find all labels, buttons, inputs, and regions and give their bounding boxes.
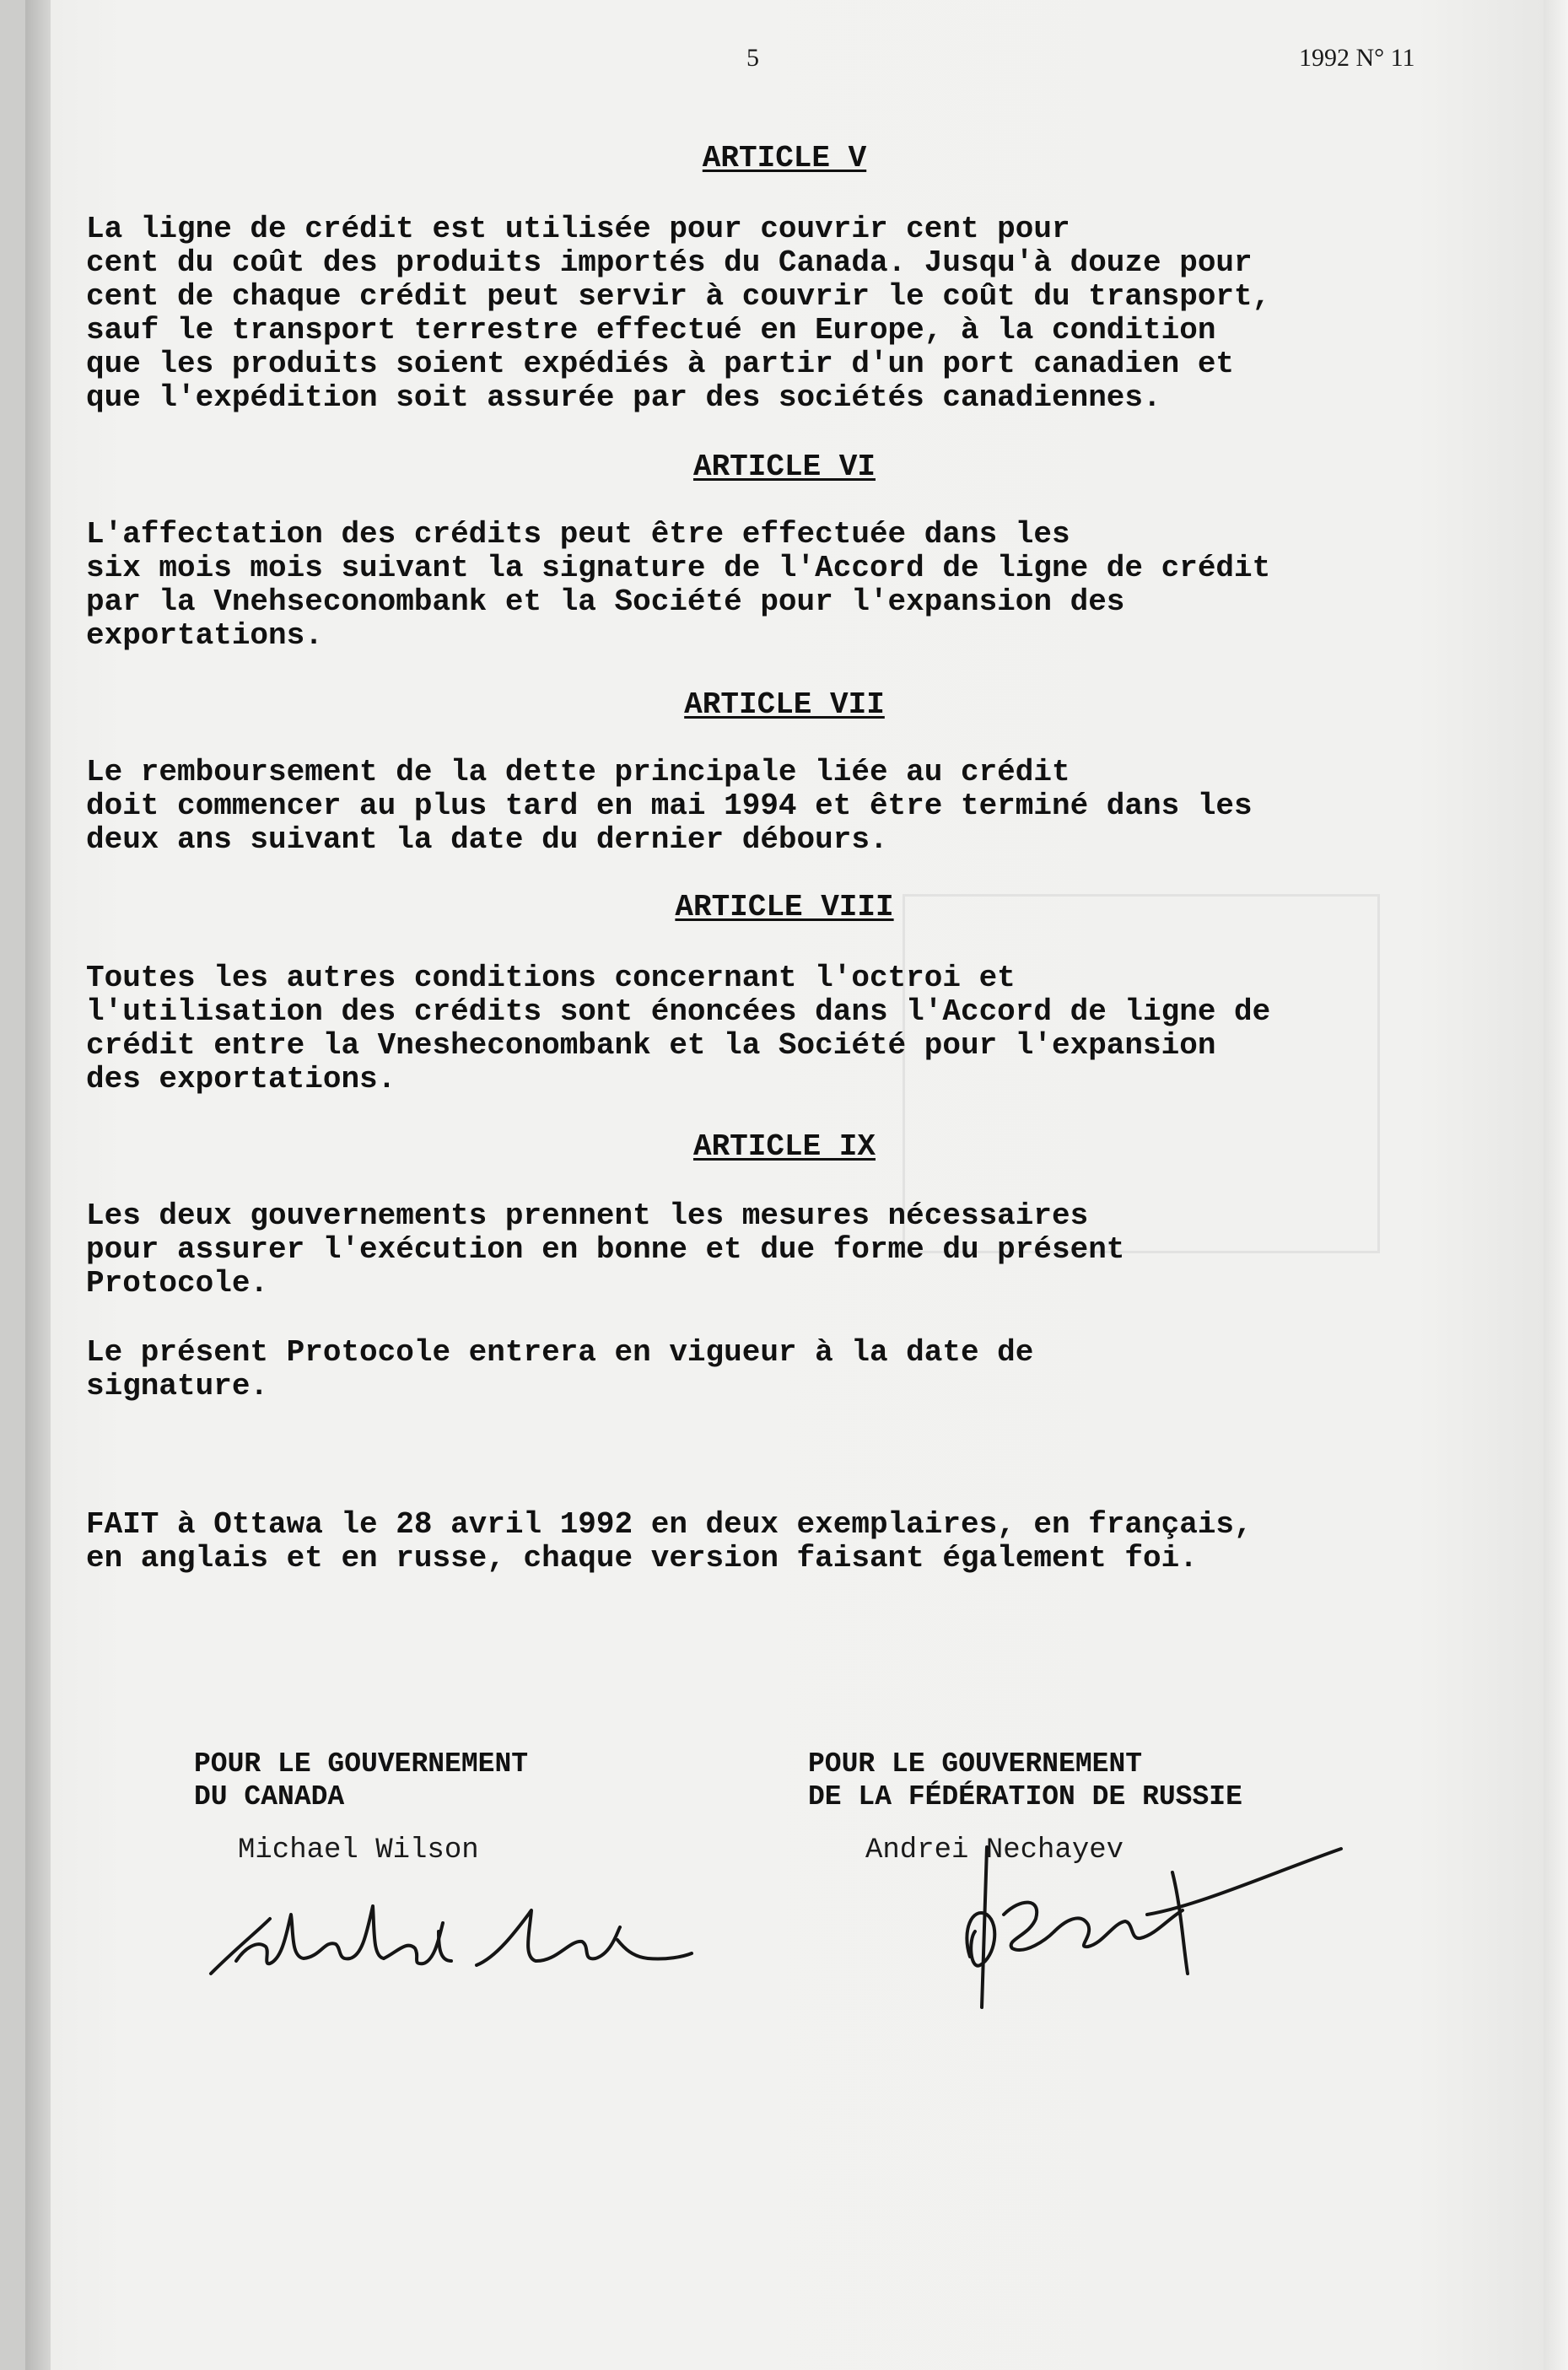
article-vii-paragraph: Le remboursement de la dette principale liée au crédit doit commencer au plus tard en mai 1994 et être terminé dans les deux ans suivant la date du dernier débours. <box>86 755 1253 857</box>
article-vii-heading: ARTICLE VII <box>684 687 885 722</box>
signature-block-canada: POUR LE GOUVERNEMENT DU CANADA <box>194 1748 529 1813</box>
article-viii-paragraph: Toutes les autres conditions concernant l'octroi et l'utilisation des crédits sont énoncées dans l'Accord de ligne de crédit entre la Vnesheconombank et la Société pour l'expansion des exportations. <box>86 961 1271 1096</box>
article-ix-paragraph-2: Le présent Protocole entrera en vigueur à la date de signature. <box>86 1335 1034 1403</box>
article-ix-paragraph-1: Les deux gouvernements prennent les mesures nécessaires pour assurer l'exécution en bonne et due forme du présent Protocole. <box>86 1198 1125 1301</box>
handwritten-signature-canada <box>186 1881 709 1999</box>
handwritten-signature-russia <box>919 1813 1358 2024</box>
signer-name-russia: Andrei Nechayev <box>865 1834 1124 1866</box>
article-vi-heading: ARTICLE VI <box>692 450 876 484</box>
article-vi-paragraph: L'affectation des crédits peut être effectuée dans les six mois mois suivant la signature de l'Accord de ligne de crédit par la Vnehseconombank et la Société pour l'expansion des exportations. <box>86 517 1271 653</box>
signature-block-russia: POUR LE GOUVERNEMENT DE LA FÉDÉRATION DE RUSSIE <box>808 1748 1242 1813</box>
article-ix-heading: ARTICLE IX <box>692 1129 876 1164</box>
issue-number: 1992 N° 11 <box>1299 44 1415 72</box>
closing-statement: FAIT à Ottawa le 28 avril 1992 en deux exemplaires, en français, en anglais et en russe, chaque version faisant également foi. <box>86 1507 1253 1576</box>
article-v-paragraph: La ligne de crédit est utilisée pour couvrir cent pour cent du coût des produits importés du Canada. Jusqu'à douze pour cent de chaque crédit peut servir à couvrir le coût du transport, sauf le transport terrestre effectué en Europe, à la condition que les produits soient expédiés à partir d'un port canadien et que l'expédition soit assurée par des sociétés canadiennes. <box>86 212 1271 415</box>
page-number: 5 <box>746 44 759 72</box>
page-right-edge <box>1544 0 1568 2370</box>
document-page <box>25 0 1544 2370</box>
article-viii-heading: ARTICLE VIII <box>675 890 894 924</box>
signer-name-canada: Michael Wilson <box>238 1834 479 1866</box>
article-v-heading: ARTICLE V <box>702 141 867 175</box>
page-binding-edge <box>25 0 51 2370</box>
